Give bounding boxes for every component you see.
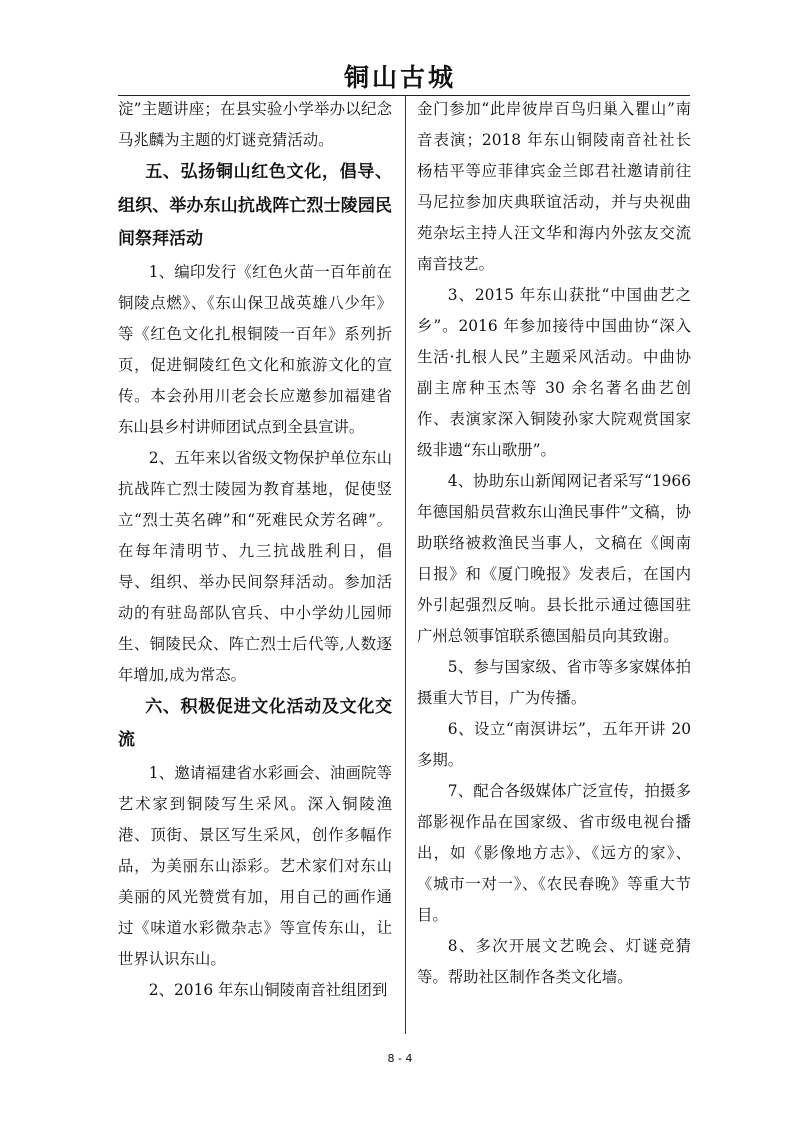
paragraph-continued: 淀”主题讲座；在县实验小学举办以纪念马兆麟为主题的灯谜竞猜活动。	[118, 100, 392, 149]
paragraph-item-1: 1、编印发行《红色火苗一百年前在铜陵点燃》、《东山保卫战英雄八少年》等《红色文化扎根铜陵一百年》系列折页，促进铜陵红色文化和旅游文化的宣传。本会孙用川老会长应邀参加福建省东山县乡村讲师团试点到全县宣讲。	[118, 262, 392, 436]
paragraph-item-3: 3、2015 年东山获批“中国曲艺之乡”。2016 年参加接待中国曲协“深入生活·扎根人民”主题采风活动。中曲协副主席种玉杰等 30 余名著名曲艺创作、表演家深入铜陵孙家大院观赏国家级非遗“东山歌册”。	[417, 286, 691, 459]
paragraph-item-2b: 2、2016 年东山铜陵南音社组团到	[148, 980, 388, 999]
left-column	[118, 94, 392, 1006]
paragraph-item-2: 2、五年来以省级文物保护单位东山抗战阵亡烈士陵园为教育基地，促使竖立“烈士英名碑”和“死难民众芳名碑”。在每年清明节、九三抗战胜利日，倡导、组织、举办民间祭拜活动。参加活动的有驻岛部队官兵、中小学幼儿园师生、铜陵民众、阵亡烈士后代等,人数逐年增加,成为常态。	[118, 448, 392, 684]
page-header-title: 铜山古城	[343, 63, 456, 92]
paragraph-item-8: 8、多次开展文艺晚会、灯谜竞猜等。帮助社区制作各类文化墙。	[417, 937, 691, 986]
page-number: 8 - 4	[387, 1052, 413, 1065]
paragraph-item-1b: 1、邀请福建省水彩画会、油画院等艺术家到铜陵写生采风。深入铜陵渔港、顶街、景区写生采风，创作多幅作品，为美丽东山添彩。艺术家们对东山美丽的风光赞赏有加，用自己的画作通过《味道水彩微杂志》等宣传东山，让世界认识东山。	[118, 763, 392, 968]
paragraph-item-7: 7、配合各级媒体广泛宣传，拍摄多部影视作品在国家级、省市级电视台播出，如《影像地方志》、《远方的家》、《城市一对一》、《农民春晚》等重大节目。	[417, 782, 691, 924]
column-divider	[405, 96, 406, 1034]
section-heading-6: 六、积极促进文化活动及文化交流	[118, 696, 392, 750]
section-heading-5: 五、弘扬铜山红色文化，倡导、组织、举办东山抗战阵亡烈士陵园民间祭拜活动	[118, 162, 392, 249]
paragraph-item-4: 4、协助东山新闻网记者采写“1966 年德国船员营救东山渔民事件”文稿，协助联络被救渔民当事人，文稿在《闽南日报》和《厦门晚报》发表后，在国内外引起强烈反响。县长批示通过德国驻广州总领事馆联系德国船员向其致谢。	[417, 472, 691, 645]
right-column	[417, 94, 691, 993]
paragraph-item-6: 6、设立“南溟讲坛”，五年开讲 20 多期。	[417, 720, 691, 769]
paragraph-item-5: 5、参与国家级、省市等多家媒体拍摄重大节目，广为传播。	[417, 658, 691, 707]
paragraph-continued-right: 金门参加“此岸彼岸百鸟归巢入瞿山”南音表演；2018 年东山铜陵南音社社长杨桔平等应菲律宾金兰郎君社邀请前往马尼拉参加庆典联谊活动，并与央视曲苑杂坛主持人汪文华和海内外弦友交流南音技艺。	[417, 100, 691, 273]
